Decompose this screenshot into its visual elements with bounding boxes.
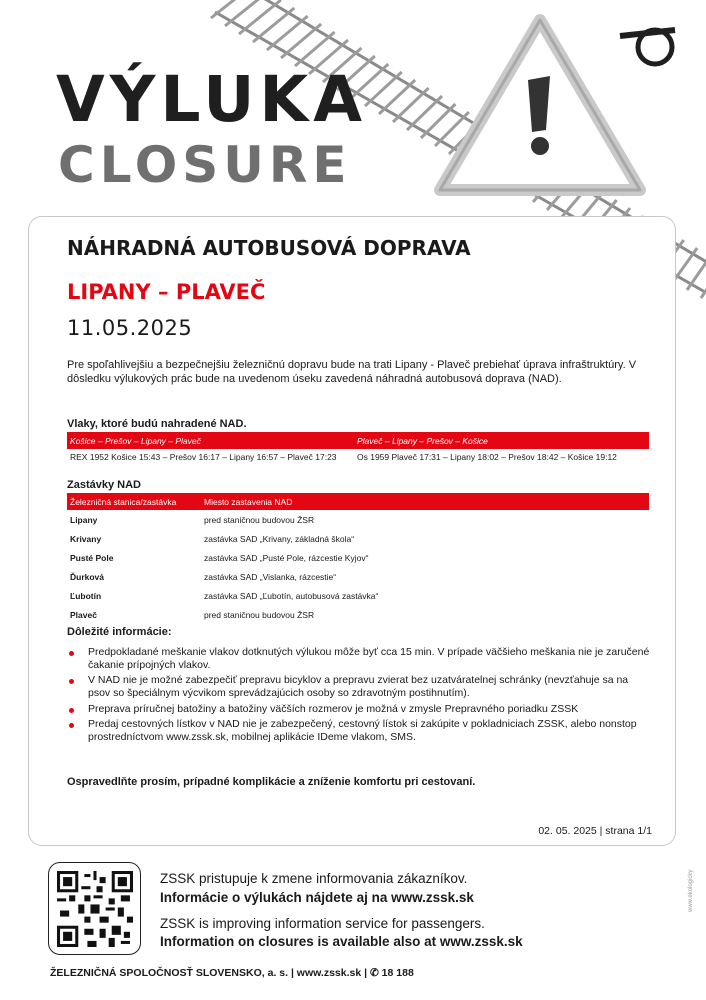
closing-note: Ospravedlňte prosím, prípadné komplikácie a zníženie komfortu pri cestovaní. — [67, 776, 476, 788]
rail-sleeper — [253, 8, 294, 42]
trains-header-bar — [67, 432, 649, 449]
trains-col2-header: Plaveč – Lipany – Prešov – Košice — [357, 436, 488, 446]
qr-code[interactable] — [48, 862, 141, 955]
rail-sleeper — [239, 0, 281, 34]
list-item: Predaj cestovných lístkov v NAD nie je zabezpečený, cestovný lístok si zakúpite v pokladniciach ZSSK, alebo nonstop prostredníctvom www.zssk.sk, mobilnej aplikácie IDeme vlakom, SMS. — [67, 718, 652, 744]
stop-place: zastávka SAD „Pusté Pole, rázcestie Kyjov“ — [204, 553, 369, 563]
train-entry-2: Os 1959 Plaveč 17:31 – Lipany 18:02 – Prešov 18:42 – Košice 19:12 — [357, 452, 617, 462]
route-title: LIPANY – PLAVEČ — [67, 280, 266, 304]
stop-name: Ďurková — [70, 572, 105, 582]
zssk-logo-icon — [620, 30, 675, 64]
stops-col-station: Železničná stanica/zastávka — [70, 497, 177, 507]
info-title: Dôležité informácie: — [67, 626, 172, 638]
table-row — [67, 548, 649, 567]
stops-col-place: Miesto zastavenia NAD — [204, 497, 293, 507]
stop-place: zastávka SAD „Krivany, základná škola“ — [204, 534, 355, 544]
footer-line-2: Informácie o výlukách nájdete aj na www.zssk.sk — [160, 890, 474, 905]
eco-label: www.ekologicky — [688, 869, 694, 912]
stop-place: pred staničnou budovou ŽSR — [204, 515, 315, 525]
stops-title: Zastávky NAD — [67, 479, 141, 491]
footer-company: ŽELEZNIČNÁ SPOLOČNOSŤ SLOVENSKO, a. s. | www.zssk.sk | ✆ 18 188 — [50, 967, 414, 979]
trains-title: Vlaky, ktoré budú nahradené NAD. — [67, 418, 247, 430]
notice-heading: NÁHRADNÁ AUTOBUSOVÁ DOPRAVA — [67, 236, 471, 260]
rail-sleeper — [225, 0, 267, 26]
stop-name: Plaveč — [70, 610, 97, 620]
closure-date: 11.05.2025 — [67, 316, 193, 340]
title-vyluka: VÝLUKA — [56, 63, 368, 136]
stop-name: Pusté Pole — [70, 553, 114, 563]
stop-name: Lipany — [70, 515, 98, 525]
stop-place: zastávka SAD „Ľubotín, autobusová zastávka“ — [204, 591, 379, 601]
rail-sleeper — [407, 96, 442, 130]
stop-place: zastávka SAD „Vislanka, rázcestie“ — [204, 572, 337, 582]
trains-col1-header: Košice – Prešov – Lipany – Plaveč — [70, 436, 201, 446]
stop-name: Ľubotín — [70, 591, 102, 601]
rail-sleeper — [365, 72, 402, 106]
train-entry-1: REX 1952 Košice 15:43 – Prešov 16:17 – Lipany 16:57 – Plaveč 17:23 — [70, 452, 337, 462]
footer-line-4: Information on closures is available also at www.zssk.sk — [160, 934, 523, 949]
table-row — [67, 605, 649, 624]
list-item: Preprava príručnej batožiny a batožiny väčších rozmerov je možná v zmysle Prepravného poriadku ZSSK — [67, 703, 652, 716]
rail-sleeper — [295, 32, 335, 66]
table-row — [67, 567, 649, 586]
stops-header — [67, 493, 649, 510]
rail-sleeper — [281, 24, 321, 58]
stops-table — [67, 493, 649, 624]
rail-sleeper — [267, 16, 308, 50]
page-info: 02. 05. 2025 | strana 1/1 — [538, 825, 652, 837]
footer-line-3: ZSSK is improving information service for passengers. — [160, 916, 485, 931]
stop-place: pred staničnou budovou ŽSR — [204, 610, 315, 620]
info-list — [67, 646, 652, 746]
rail-sleeper — [393, 88, 429, 122]
stop-name: Krivany — [70, 534, 102, 544]
warning-sign-icon — [440, 20, 640, 190]
table-row — [67, 586, 649, 605]
qr-code-icon — [57, 871, 133, 947]
list-item: V NAD nie je možné zabezpečiť prepravu bicyklov a prepravu zvierat bez uzatváratelnej schránky (nevzťahuje sa na psov so špeciálnym výcvikom sprevádzajúcich osoby so zdravotným postihnutím). — [67, 674, 652, 700]
footer-line-1: ZSSK pristupuje k zmene informovania zákazníkov. — [160, 871, 468, 886]
list-item: Predpokladané meškanie vlakov dotknutých výlukou môže byť cca 15 min. V prípade väčšieho meškania nie je zaručené čakanie prípojných vlakov. — [67, 646, 652, 672]
table-row — [67, 529, 649, 548]
intro-text: Pre spoľahlivejšiu a bezpečnejšiu železničnú dopravu bude na trati Lipany - Plaveč prebiehať úprava infraštruktúry. V dôsledku výlukových prác bude na uvedenom úseku zavedená náhradná autobusová doprava (NAD). — [67, 359, 637, 386]
rail-sleeper — [421, 104, 455, 138]
table-row — [67, 510, 649, 529]
rail-sleeper — [379, 80, 415, 114]
title-closure: CLOSURE — [58, 136, 352, 194]
rail-sleeper — [673, 248, 697, 282]
